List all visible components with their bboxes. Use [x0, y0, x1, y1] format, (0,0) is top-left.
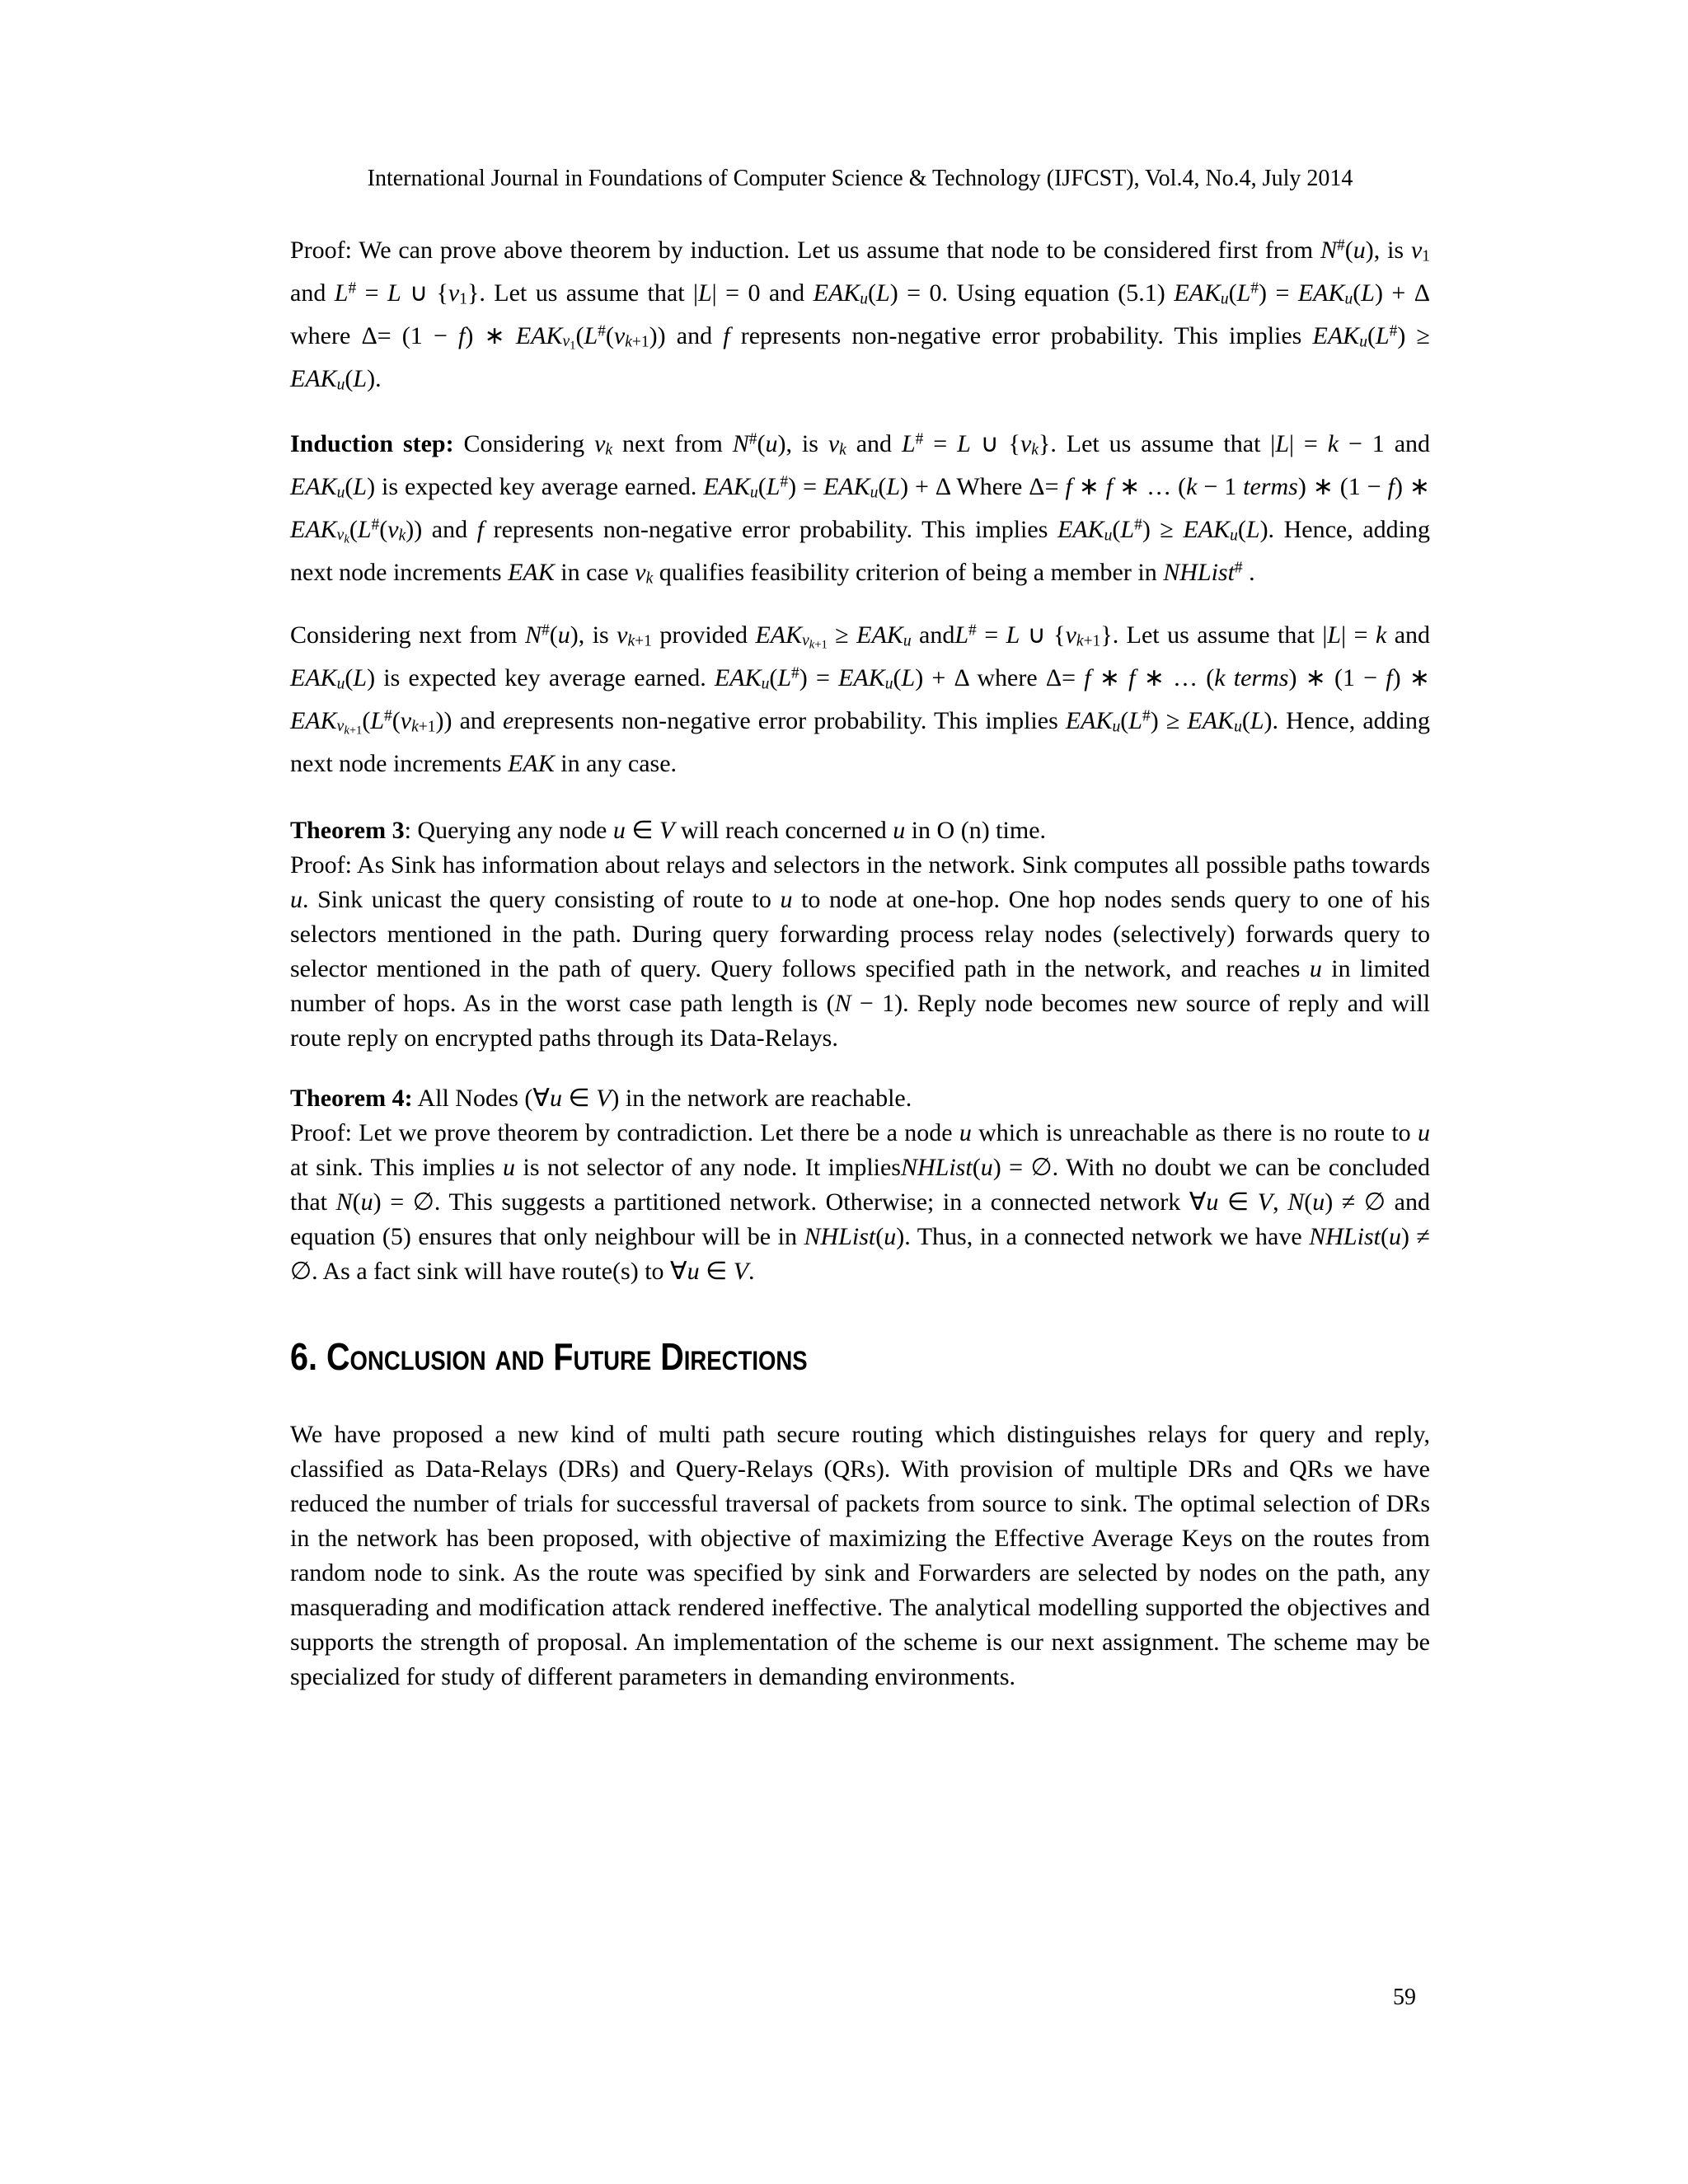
- paragraph-induction-next-case: Considering next from N#(u), is $v_{k+1}$ provided $EAK_{v_{k+1}} \ge EAK_u$ andL# = L ∪ $\{v_{k+1}\}$. Let us assume that |L| = k and $EAK_u(L)$ is expected key average earned. $EAK_u(L^{\#}) = EAK_u(L) + \Delta$ where Δ= f ∗ f ∗ … (k terms) ∗ (1 − f) ∗ $EAK_{v_{k+1}}(L^{\#}(v_{k+1}))$ and erepresents non-negative error probability. This implies $EAK_u(L^{\#}) \ge EAK_u(L)$. Hence, adding next node increments EAK in any case.: [290, 621, 1431, 777]
- paragraph-conclusion: We have proposed a new kind of multi path secure routing which distinguishes relays for query and reply, classified as Data-Relays (DRs) and Query-Relays (QRs). With provision of multiple DRs and QRs we have reduced the number of trials for successful traversal of packets from source to sink. The optimal selection of DRs in the network has been proposed, with objective of maximizing the Effective Average Keys on the routes from random node to sink. As the route was specified by sink and Forwarders are selected by nodes on the path, any masquerading and modification attack rendered ineffective. The analytical modelling supported the objectives and supports the strength of proposal. An implementation of the scheme is our next assignment. The scheme may be specialized for study of different parameters in demanding environments.: [290, 1421, 1430, 1691]
- paragraph-theorem-4: Theorem 4: All Nodes (∀u ∈ V) in the network are reachable. Proof: Let we prove theorem by contradiction. Let there be a node u which is unreachable as there is no route to u at sink. This implies u is not selector of any node. It impliesNHList(u) = ∅. With no doubt we can be concluded that N(u) = ∅. This suggests a partitioned network. Otherwise; in a connected network ∀u ∈ V, N(u) ≠ ∅ and equation (5) ensures that only neighbour will be in NHList(u). Thus, in a connected network we have NHList(u) ≠ ∅. As a fact sink will have route(s) to ∀u ∈ V.: [290, 1084, 1430, 1285]
- page-number: 59: [1393, 1985, 1416, 2010]
- journal-header-line: International Journal in Foundations of Computer Science & Technology (IJFCST), Vol.4, No.4, July 2014: [367, 166, 1353, 191]
- paragraph-induction-step: Induction step: Considering $v_k$ next from N#(u), is $v_k$ and L# = L ∪ $\{v_k\}$. Let us assume that |L| = k − 1 and $EAK_u(L)$ is expected key average earned. $EAK_u(L^{\#}) = EAK_u(L) + \Delta$ Where Δ= f ∗ f ∗ … (k − 1 terms) ∗ (1 − f) ∗ $EAK_{v_k}(L^{\#}(v_k))$ and f represents non-negative error probability. This implies $EAK_u(L^{\#}) \ge EAK_u(L)$. Hence, adding next node increments EAK in case $v_k$ qualifies feasibility criterion of being a member in NHList# .: [290, 429, 1431, 588]
- paragraph-theorem-3: Theorem 3: Querying any node u ∈ V will reach concerned u in O (n) time. Proof: As Sink has information about relays and selectors in the network. Sink computes all possible paths towards u. Sink unicast the query consisting of route to u to node at one-hop. One hop nodes sends query to one of his selectors mentioned in the path. During query forwarding process relay nodes (selectively) forwards query to selector mentioned in the path of query. Query follows specified path in the network, and reaches u in limited number of hops. As in the worst case path length is (N − 1). Reply node becomes new source of reply and will route reply on encrypted paths through its Data-Relays.: [290, 816, 1431, 1052]
- paragraph-proof-base-case: Proof: We can prove above theorem by induction. Let us assume that node to be considered first from N#(u), is $v_1$ and L# = L ∪ $\{v_1\}$. Let us assume that |L| = 0 and $EAK_u(L) = 0$. Using equation (5.1) $EAK_u(L^{\#}) = EAK_u(L) + \Delta$ where Δ= (1 − f) ∗ $EAK_{v_1}(L^{\#}(v_{k+1}))$ and f represents non-negative error probability. This implies $EAK_u(L^{\#}) \ge EAK_u(L)$.: [290, 236, 1431, 394]
- section-heading-conclusion: 6. Conclusion and Future Directions: [290, 1334, 808, 1378]
